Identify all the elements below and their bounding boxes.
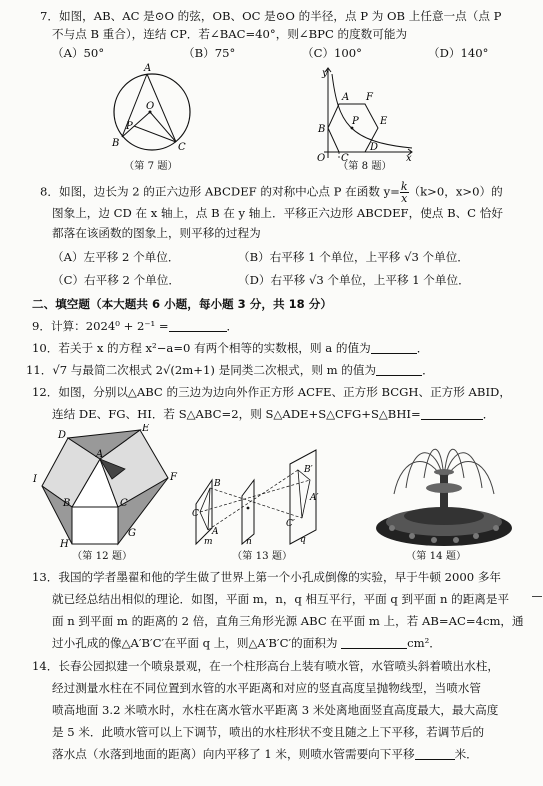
fig12-label-a: A	[96, 449, 104, 460]
fig12-label-c: C	[120, 498, 128, 509]
q14-line3: 喷高地面 3.2 米喷水时，水柱在离水管水平距离 3 米处离地面竖直高度最大，最大高度	[52, 703, 499, 717]
q8-line2: 图象上，边 CD 在 x 轴上，点 B 在 y 轴上．平移正六边形 ABCDEF，使点 B、C 恰好	[52, 206, 503, 220]
q7-option-c: （C）100°	[302, 46, 362, 60]
q11-answer-blank[interactable]	[376, 363, 422, 376]
fig13-label-c-prime: C′	[286, 519, 295, 529]
fig13-label-c: C	[192, 509, 199, 519]
fig13-label-n: n	[246, 537, 252, 546]
q8-frac-num: k	[400, 180, 408, 193]
q7-option-a: （A）50°	[52, 46, 105, 60]
margin-mark	[532, 596, 542, 597]
fig8-label-p: P	[352, 116, 359, 127]
fig12-label-b: B	[63, 498, 71, 509]
figure-7-circle	[92, 62, 212, 162]
q13-line4-text: 过小孔成的像△A′B′C′在平面 q 上，则△A′B′C′的面积为	[52, 636, 338, 650]
fig12-label-i: I	[33, 474, 37, 485]
q9-text: 9．计算：2024⁰ + 2⁻¹ =	[32, 319, 169, 333]
q12-line1: 12．如图，分别以△ABC 的三边为边向外作正方形 ACFE、正方形 BCGH、正方形 ABID，	[32, 385, 511, 399]
q12-line2: 连结 DE、FG、HI．若 S△ABC=2，则 S△ADE+S△CFG+S△BHI= ．	[52, 407, 495, 421]
fig8-label-y: y	[322, 68, 328, 79]
q11: 11．√7 与最简二次根式 2√(2m+1) 是同类二次根式，则 m 的值为 ．	[26, 363, 434, 377]
q9: 9．计算：2024⁰ + 2⁻¹ = ．	[32, 319, 239, 333]
q7-option-d: （D）140°	[428, 46, 489, 60]
q7-line1: 7．如图，AB、AC 是⊙O 的弦，OB、OC 是⊙O 的半径，点 P 为 OB 上任意一点（点 P	[40, 9, 502, 23]
q10-text: 10．若关于 x 的方程 x²−a=0 有两个相等的实数根，则 a 的值为	[32, 341, 371, 355]
section-2-heading: 二、填空题（本大题共 6 小题，每小题 3 分，共 18 分）	[32, 297, 332, 311]
q14-answer-blank[interactable]	[415, 747, 455, 760]
q8-line1-b: （k>0，x>0）的	[408, 184, 503, 199]
q13-line1: 13．我国的学者墨翟和他的学生做了世界上第一个小孔成倒像的实验，早于牛顿 2000 多年	[32, 570, 502, 584]
fig8-label-c: C	[341, 153, 349, 162]
figure-12-squares	[30, 424, 180, 548]
fig12-label-f: F	[170, 472, 177, 483]
figure-8-hexagon	[308, 62, 418, 162]
q11-text: 11．√7 与最简二次根式 2√(2m+1) 是同类二次根式，则 m 的值为	[26, 363, 377, 377]
q7-option-b: （B）75°	[183, 46, 236, 60]
figure-14-caption: （第 14 题）	[406, 551, 467, 562]
fig13-label-a: A	[212, 527, 219, 537]
q10-answer-blank[interactable]	[371, 341, 417, 354]
figure-12-caption: （第 12 题）	[72, 551, 133, 562]
q13-unit: cm²．	[407, 636, 441, 650]
fig7-label-o: O	[146, 101, 155, 112]
fig8-label-a: A	[342, 92, 350, 103]
q13-line2: 就已经总结出相似的理论．如图，平面 m，n，q 相互平行，平面 q 到平面 n 的距离是平	[52, 592, 510, 606]
fig8-label-x: x	[406, 153, 412, 162]
fig7-label-a: A	[144, 63, 152, 74]
fig13-label-b: B	[214, 479, 221, 489]
q14-line1: 14．长春公园拟建一个喷泉景观，在一个柱形高台上装有喷水管，水管喷头斜着喷出水柱，	[32, 659, 499, 673]
q14-line5	[52, 747, 478, 763]
fig13-label-q: q	[300, 535, 306, 545]
figure-13-caption: （第 13 题）	[232, 551, 293, 562]
q13-answer-blank[interactable]	[341, 636, 407, 649]
fig13-label-b-prime: B′	[304, 465, 313, 475]
fig8-label-f: F	[366, 92, 373, 103]
q8-option-a: （A）左平移 2 个单位．	[52, 250, 180, 264]
q14-line5-text: 落水点（水落到地面的距离）向内平移了 1 米，则喷水管需要向下平移	[52, 747, 415, 761]
fig12-label-e: E	[142, 424, 150, 434]
fig7-label-b: B	[112, 138, 120, 149]
fig8-label-d: D	[370, 142, 379, 153]
fig12-label-g: G	[128, 528, 136, 539]
q8-option-b: （B）右平移 1 个单位，上平移 √3 个单位．	[238, 250, 469, 264]
q12-line2-text: 连结 DE、FG、HI．若 S△ABC=2，则 S△ADE+S△CFG+S△BHI=	[52, 407, 421, 421]
fig13-label-a-prime: A′	[310, 493, 319, 503]
q14-line4: 是 5 米．此喷水管可以上下调节，喷出的水柱形状不变且随之上下平移，若调节后的	[52, 725, 485, 739]
q9-answer-blank[interactable]	[169, 319, 227, 332]
figure-14-fountain-photo	[372, 432, 517, 548]
fig7-label-p: P	[126, 121, 133, 132]
q8-line3: 都落在该函数的图象上，则平移的过程为	[52, 226, 261, 240]
fig7-label-c: C	[178, 142, 186, 153]
fig13-label-m: m	[204, 537, 213, 546]
q14-line5-end: 米．	[454, 747, 478, 761]
q10: 10．若关于 x 的方程 x²−a=0 有两个相等的实数根，则 a 的值为 ．	[32, 341, 429, 355]
q12-answer-blank[interactable]	[421, 407, 483, 420]
q8-line1-a: 8．如图，边长为 2 的正六边形 ABCDEF 的对称中心点 P 在函数 y=	[40, 184, 400, 199]
q13-line4	[52, 636, 441, 652]
q7-line2: 不与点 B 重合），连结 CP．若∠BAC=40°，则∠BPC 的度数可能为	[52, 27, 408, 41]
figure-7-caption: （第 7 题）	[124, 161, 178, 172]
figure-8-caption: （第 8 题）	[338, 161, 392, 172]
q8-option-d: （D）右平移 √3 个单位，上平移 1 个单位．	[238, 273, 470, 287]
fig12-label-h: H	[60, 539, 69, 548]
q14-line2: 经过测量水柱在不同位置到水管的水平距离和对应的竖直高度呈抛物线型，当喷水管	[52, 681, 481, 695]
q8-line1	[40, 181, 503, 204]
q8-fraction	[400, 181, 409, 204]
figure-13-pinhole-planes	[190, 440, 340, 546]
q8-frac-den: x	[401, 192, 408, 205]
fig8-label-b: B	[318, 124, 326, 135]
fig12-label-d: D	[58, 430, 67, 441]
q13-line3: 面 n 到平面 m 的距离的 2 倍，直角三角形光源 ABC 在平面 m 上，若 AB=AC=4cm，通	[52, 614, 524, 628]
q8-option-c: （C）右平移 2 个单位．	[52, 273, 180, 287]
fig8-label-e: E	[380, 116, 388, 127]
fig8-label-o: O	[317, 153, 326, 162]
